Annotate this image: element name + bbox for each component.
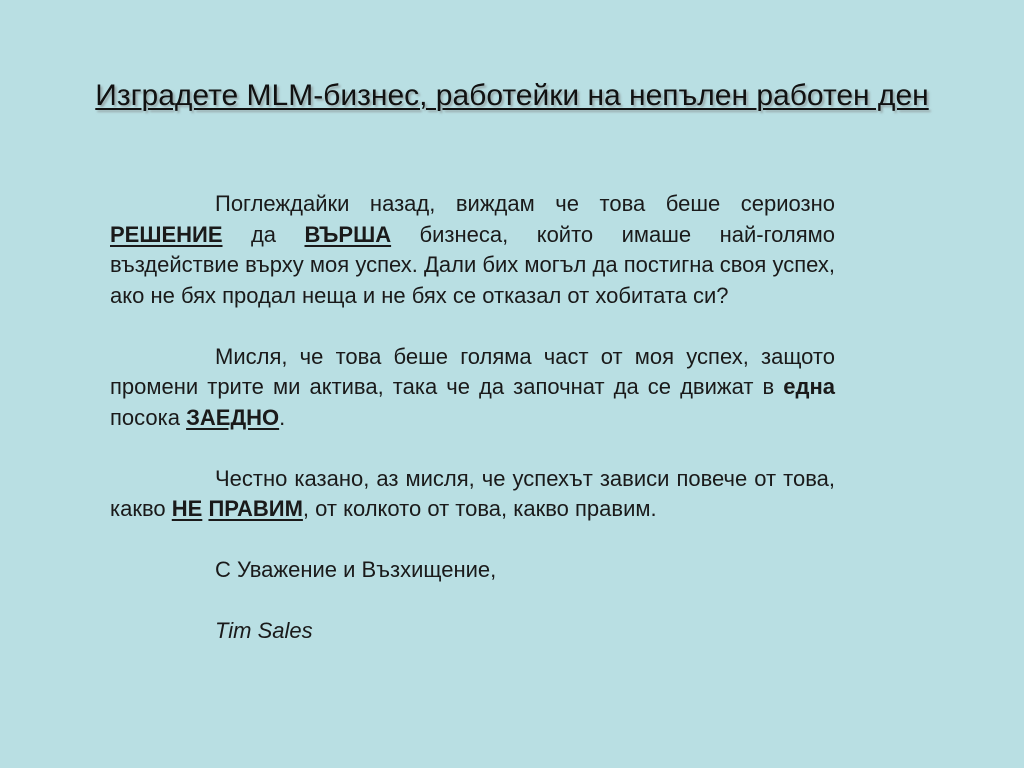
paragraph-text: .: [279, 404, 286, 430]
signature: Tim Sales: [215, 618, 313, 643]
paragraph-honestly: [110, 464, 835, 525]
slide-title: Изградете MLM-бизнес, работейки на непълен работен ден: [95, 79, 929, 112]
paragraph-text: Мисля, че това беше голяма част от моя успех, защото промени трите ми актива, така че да започнат да се движат в: [110, 343, 835, 399]
paragraph-decision: [110, 189, 835, 311]
slide-body: [110, 189, 835, 647]
paragraph-text: да: [222, 221, 305, 247]
closing-line: С Уважение и Възхищение,: [215, 557, 497, 582]
emphasis-together: ЗАЕДНО: [186, 404, 280, 430]
paragraph-text: Честно казано, аз мисля, че успехът зависи повече от това, какво: [110, 465, 835, 521]
paragraph-text: , от колкото от това, какво правим.: [302, 496, 657, 521]
paragraph-success: [110, 342, 835, 434]
paragraph-text: Поглеждайки назад, виждам че това беше сериозно: [215, 191, 835, 216]
paragraph-text: бизнеса, който имаше най-голямо въздействие върху моя успех. Дали бих могъл да постигна своя успех, ако не бях продал неща и не бях се отказал от хобитата си?: [110, 221, 836, 308]
emphasis-do-not: ПРАВИМ: [208, 496, 303, 521]
emphasis-not: НЕ: [171, 496, 203, 521]
emphasis-decision: РЕШЕНИЕ: [110, 221, 223, 247]
paragraph-text: посока: [110, 404, 187, 430]
emphasis-do: ВЪРША: [304, 221, 392, 247]
emphasis-one: една: [783, 374, 835, 399]
